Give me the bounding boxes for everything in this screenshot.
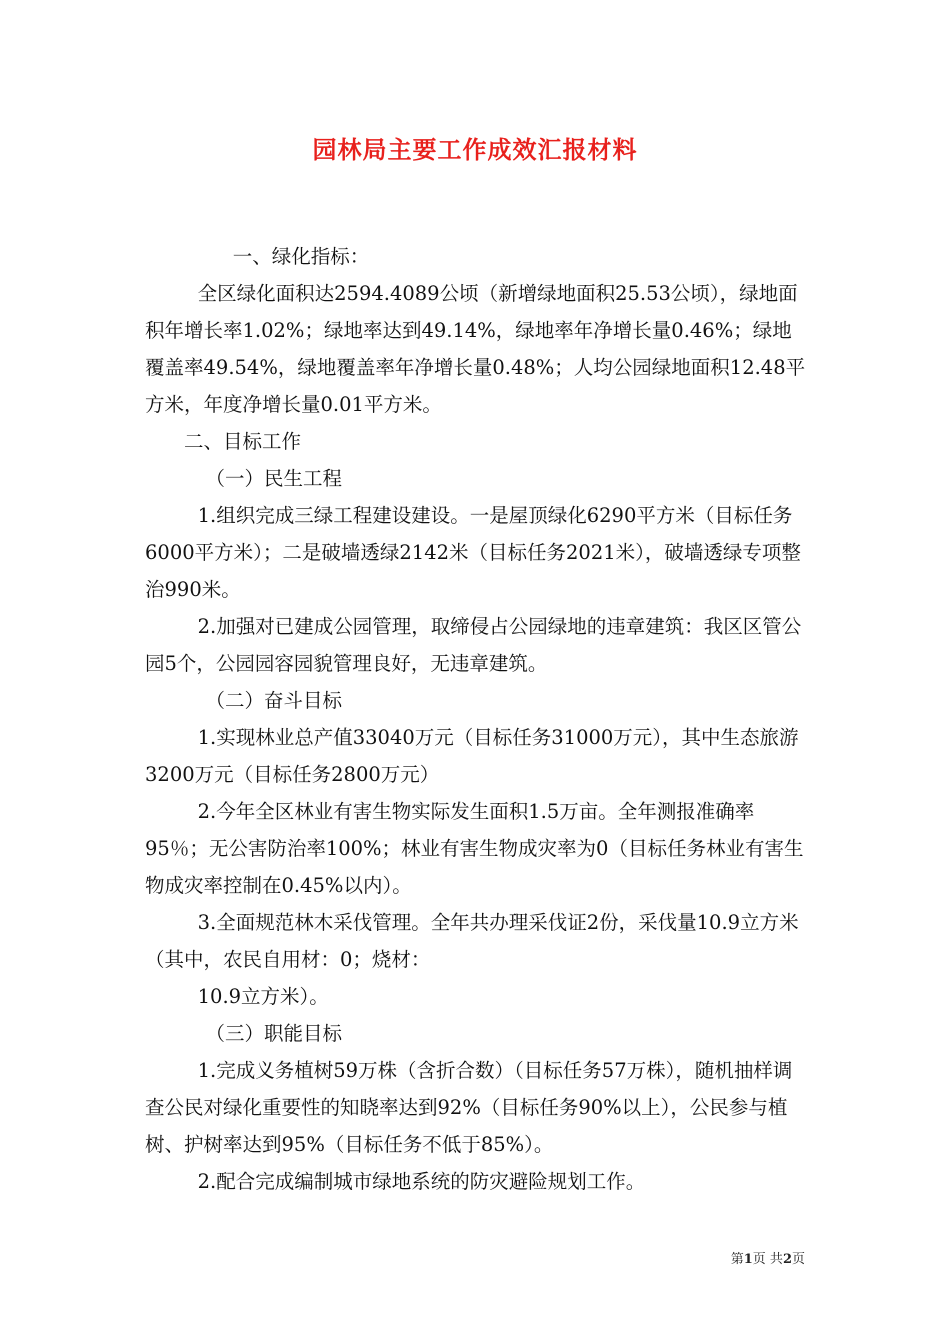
paragraph: 全区绿化面积达2594.4089公顷（新增绿地面积25.53公顷），绿地面积年增长率1.02%；绿地率达到49.14%，绿地率年净增长量0.46%；绿地覆盖率49.54%，绿地覆盖率年净增长量0.48%；人均公园绿地面积12.48平方米，年度净增长量0.01平方米。	[145, 282, 806, 416]
paragraph: 2.今年全区林业有害生物实际发生面积1.5万亩。全年测报准确率95％；无公害防治率100%；林业有害生物成灾率为0（目标任务林业有害生物成灾率控制在0.45%以内）。	[145, 800, 804, 897]
section-heading: 二、目标工作	[184, 430, 302, 453]
paragraph: 1.组织完成三绿工程建设建设。一是屋顶绿化6290平方米（目标任务6000平方米）；二是破墙透绿2142米（目标任务2021米），破墙透绿专项整治990米。	[145, 504, 801, 601]
current-page-number: 1	[743, 1252, 753, 1267]
paragraph: 1.实现林业总产值33040万元（目标任务31000万元），其中生态旅游3200万元（目标任务2800万元）	[145, 726, 799, 786]
subsection-heading: （一）民生工程	[205, 467, 342, 490]
paragraph: 2.配合完成编制城市绿地系统的防灾避险规划工作。	[197, 1170, 646, 1193]
total-page-count: 2	[782, 1252, 792, 1267]
paragraph: 3.全面规范林木采伐管理。全年共办理采伐证2份，采伐量10.9立方米（其中，农民自用材：0；烧材：	[145, 911, 799, 971]
footer-middle: 页 共	[752, 1252, 783, 1267]
footer-suffix: 页	[791, 1252, 805, 1267]
document-body	[145, 238, 810, 1200]
paragraph: 10.9立方米）。	[197, 985, 329, 1008]
paragraph: 2.加强对已建成公园管理，取缔侵占公园绿地的违章建筑：我区区管公园5个，公园园容园貌管理良好，无违章建筑。	[145, 615, 802, 675]
document-title: 园林局主要工作成效汇报材料	[312, 135, 638, 164]
subsection-heading: （二）奋斗目标	[205, 689, 342, 712]
footer-prefix: 第	[730, 1252, 744, 1267]
subsection-heading: （三）职能目标	[205, 1022, 342, 1045]
paragraph: 1.完成义务植树59万株（含折合数）（目标任务57万株），随机抽样调查公民对绿化重要性的知晓率达到92%（目标任务90%以上），公民参与植树、护树率达到95%（目标任务不低于85%）。	[145, 1059, 793, 1156]
section-heading: 一、绿化指标：	[232, 245, 370, 268]
page-number-footer	[0, 1248, 805, 1267]
